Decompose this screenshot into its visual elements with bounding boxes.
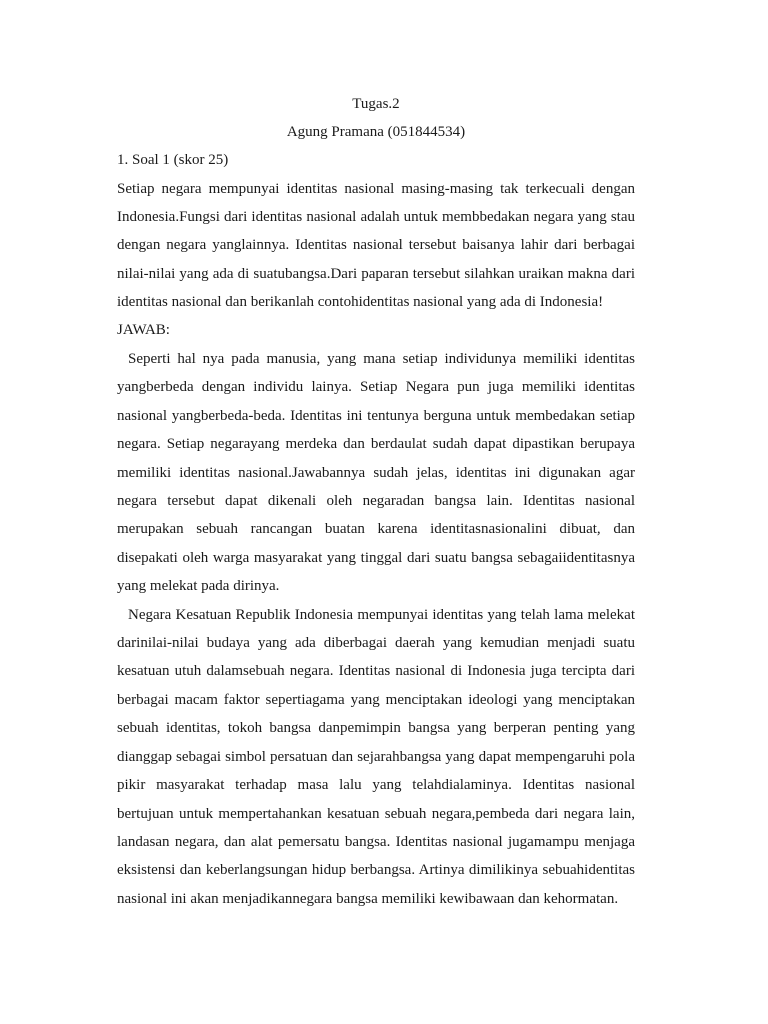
question-text: Setiap negara mempunyai identitas nasional masing-masing tak terkecuali dengan Indonesia.Fungsi dari identitas nasional adalah untuk membbedakan negara yang stau dengan negara yanglainnya. Identitas nasional tersebut baisanya lahir dari berbagai nilai-nilai yang ada di suatubangsa.Dari paparan tersebut silahkan uraikan makna dari identitas nasional dan berikanlah contohidentitas nasional yang ada di Indonesia! bbox=[117, 181, 635, 310]
answer-paragraph: Seperti hal nya pada manusia, yang mana setiap individunya memiliki identitas yangberbeda dengan individu lainya. Setiap Negara pun juga memiliki identitas nasional yangberbeda-beda. Identitas ini tentunya berguna untuk membedakan setiap negara. Setiap negarayang merdeka dan berdaulat sudah dapat dipastikan berupaya memiliki identitas nasional.Jawabannya sudah jelas, identitas ini digunakan agar negara tersebut dapat dikenali oleh negaradan bangsa lain. Identitas nasional merupakan sebuah rancangan buatan karena identitasnasionalini dibuat, dan disepakati oleh warga masyarakat yang tinggal dari suatu bangsa sebagaiidentitasnya yang melekat pada dirinya. bbox=[117, 351, 635, 595]
document-title: Tugas.2 bbox=[352, 96, 400, 112]
answer-label: JAWAB: bbox=[117, 322, 170, 339]
answer-paragraph: Negara Kesatuan Republik Indonesia mempunyai identitas yang telah lama melekat darinilai-nilai budaya yang ada diberbagai daerah yang kemudian menjadi suatu kesatuan utuh dalamsebuah negara. Identitas nasional di Indonesia juga tercipta dari berbagai macam faktor sepertiagama yang menciptakan ideologi yang menciptakan sebuah identitas, tokoh bangsa danpemimpin bangsa yang berperan penting yang dianggap sebagai simbol persatuan dan sejarahbangsa yang dapat mempengaruhi pola pikir masyarakat terhadap masa lalu yang telahdialaminya. Identitas nasional bertujuan untuk mempertahankan kesatuan sebuah negara,pembeda dari negara lain, landasan negara, dan alat pemersatu bangsa. Identitas nasional jugamampu menjaga eksistensi dan keberlangsungan hidup berbangsa. Artinya dimilikinya sebuahidentitas nasional ini akan menjadikannegara bangsa memiliki kewibawaan dan kehormatan. bbox=[117, 606, 635, 907]
document-page bbox=[117, 90, 635, 913]
question-heading: 1. Soal 1 (skor 25) bbox=[117, 152, 229, 168]
author-line: Agung Pramana (051844534) bbox=[286, 124, 466, 140]
